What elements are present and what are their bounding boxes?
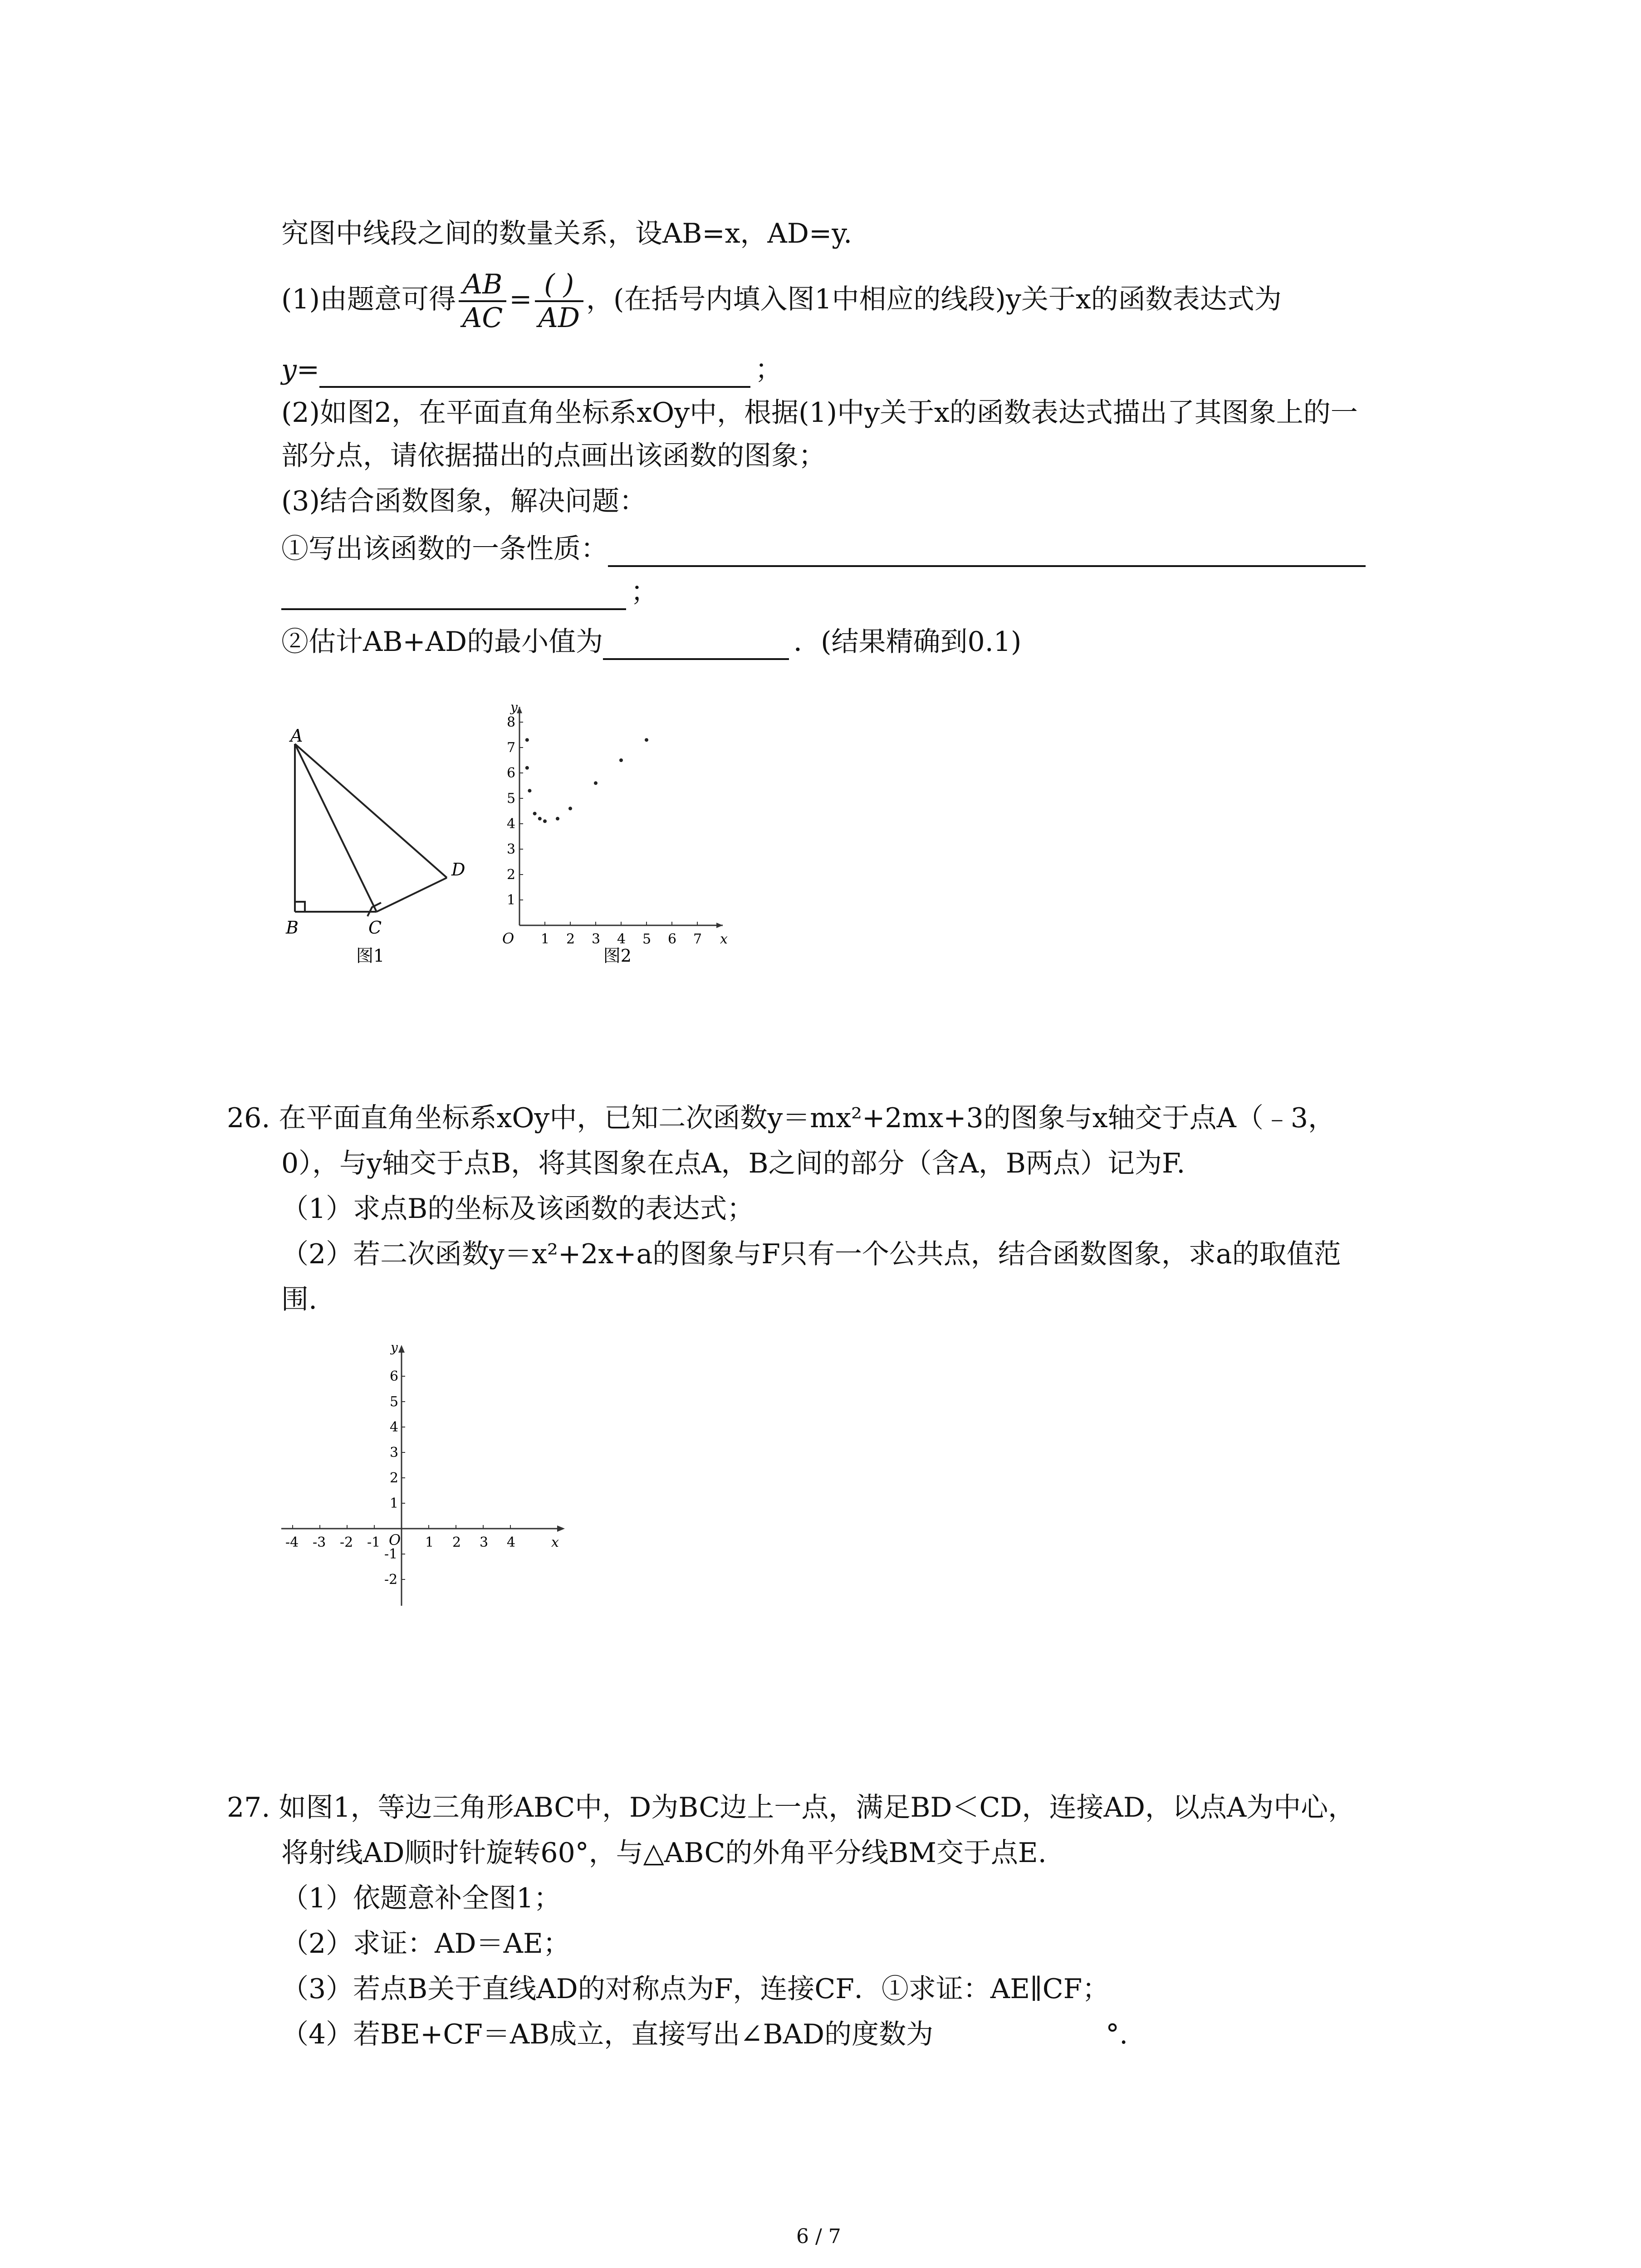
q27-line6-prefix: （4）若BE+CF＝AB成立，直接写出∠BAD的度数为 [281, 2019, 934, 2050]
x-tick-label: 1 [541, 931, 550, 947]
q25-part3-2-suffix: ．(结果精确到0.1) [794, 626, 1022, 658]
q26-line3: （1）求点B的坐标及该函数的表达式； [281, 1193, 754, 1225]
plotted-point [528, 789, 531, 792]
y-axis-arrow [398, 1345, 405, 1353]
y-tick-label: 3 [507, 841, 516, 857]
y-tick-label: 6 [390, 1369, 399, 1384]
y-tick-label: -2 [384, 1572, 398, 1588]
y-tick-label: 4 [390, 1419, 399, 1435]
q25-part3-1 [281, 531, 1366, 567]
x-tick-label: -3 [313, 1535, 326, 1550]
x-tick-label: 5 [642, 931, 652, 947]
y-tick-label: 4 [507, 816, 516, 832]
figure-2-caption: 图2 [603, 946, 632, 966]
plotted-point [533, 812, 537, 816]
q26-line2: 0），与y轴交于点B，将其图象在点A，B之间的部分（含A，B两点）记为F. [281, 1148, 1185, 1179]
y-tick-label: 3 [390, 1445, 399, 1461]
q26-line5: 围. [281, 1284, 318, 1315]
segment-ac [295, 744, 377, 912]
x-tick-label: -1 [367, 1535, 381, 1550]
plotted-point [525, 738, 529, 742]
fraction-numerator-blank: ( ) [535, 269, 583, 302]
plotted-point [645, 738, 648, 742]
right-angle-mark-b [295, 902, 305, 912]
label-a: A [290, 726, 303, 746]
x-axis-label: x [551, 1535, 559, 1550]
q25-part2-line1: (2)如图2，在平面直角坐标系xOy中，根据(1)中y关于x的函数表达式描出了其图象上的一 [281, 397, 1358, 429]
x-tick-label: 4 [617, 931, 626, 947]
y-tick-label: 2 [390, 1470, 399, 1486]
plotted-point [538, 817, 542, 821]
semicolon: ； [631, 576, 658, 608]
q25-part3-2 [281, 624, 1021, 660]
x-axis-arrow [716, 923, 723, 928]
y-tick-label: 2 [507, 867, 516, 883]
answer-blank-min[interactable] [603, 632, 789, 660]
q25-part3-1-continued [281, 574, 658, 610]
y-tick-label: 1 [390, 1496, 399, 1511]
q25-part1-prefix: (1)由题意可得 [281, 284, 456, 315]
x-tick-label: 3 [480, 1535, 489, 1550]
y-axis-label: y [391, 1340, 398, 1355]
x-axis-label: x [720, 931, 728, 947]
q27-line3: （1）依题意补全图1； [281, 1882, 561, 1914]
segment-cd [377, 878, 447, 912]
q25-part3: (3)结合函数图象，解决问题： [281, 485, 647, 517]
plotted-point [543, 819, 547, 823]
y-equals-label: y= [281, 354, 320, 386]
q26-line1: 26. 在平面直角坐标系xOy中，已知二次函数y＝mx²+2mx+3的图象与x轴交于点A（﹣3， [227, 1102, 1336, 1134]
q27-line6-suffix: °. [1106, 2019, 1128, 2050]
q27-line1: 27. 如图1，等边三角形ABC中，D为BC边上一点，满足BD＜CD，连接AD，以点A为中心， [227, 1792, 1356, 1823]
x-tick-label: 7 [693, 931, 702, 947]
fraction-numerator: AB [459, 269, 506, 302]
plotted-point [556, 817, 559, 821]
q25-part3-1-label: ①写出该函数的一条性质： [281, 533, 608, 565]
page-number: 6 / 7 [796, 2225, 841, 2248]
q27-line5: （3）若点B关于直线AD的对称点为F，连接CF．①求证：AE∥CF； [281, 1973, 1110, 2005]
right-angle-mark-c [367, 903, 381, 916]
plotted-point [619, 758, 623, 762]
q25-part3-2-prefix: ②估计AB+AD的最小值为 [281, 626, 603, 658]
q25-part1 [281, 263, 1282, 336]
fraction-denominator: AC [462, 302, 503, 334]
fraction-blank-ad [535, 269, 583, 334]
x-tick-label: 2 [566, 931, 575, 947]
q25-part2-line2: 部分点，请依据描出的点画出该函数的图象； [281, 440, 826, 472]
equals-sign: = [509, 284, 532, 315]
semicolon: ； [755, 354, 783, 386]
x-tick-label: 2 [452, 1535, 461, 1550]
x-tick-label: -2 [340, 1535, 353, 1550]
figure-1-caption: 图1 [356, 946, 385, 966]
x-tick-label: 4 [507, 1535, 516, 1550]
y-tick-label: 7 [507, 740, 516, 756]
answer-blank-property[interactable] [608, 539, 1366, 567]
x-axis-arrow [557, 1525, 565, 1532]
label-b: B [286, 918, 299, 938]
q26-coordinate-axes [272, 1338, 581, 1610]
q27-line4: （2）求证：AD＝AE； [281, 1928, 570, 1960]
label-c: C [368, 918, 382, 938]
x-tick-label: 6 [668, 931, 677, 947]
x-tick-label: -4 [285, 1535, 299, 1550]
fraction-denominator: AD [538, 302, 580, 334]
y-tick-label: -1 [384, 1546, 398, 1562]
y-tick-label: 1 [507, 892, 516, 908]
origin-label: O [389, 1531, 401, 1549]
segment-ad [295, 744, 447, 878]
y-tick-label: 6 [507, 765, 516, 781]
origin-label: O [502, 930, 514, 947]
y-axis-label: y [510, 699, 518, 715]
x-tick-label: 1 [425, 1535, 434, 1550]
y-tick-label: 5 [390, 1394, 399, 1410]
x-tick-label: 3 [592, 931, 601, 947]
y-tick-label: 8 [507, 714, 516, 730]
plotted-point [525, 766, 529, 770]
plotted-point [568, 807, 572, 810]
answer-blank-y[interactable] [319, 360, 750, 388]
plotted-point [594, 781, 598, 785]
q27-line6 [281, 2016, 1128, 2053]
figure-1-triangles [272, 721, 485, 971]
label-d: D [451, 860, 465, 880]
q25-y-expression [281, 352, 782, 388]
y-tick-label: 5 [507, 791, 516, 807]
fraction-ab-ac [459, 269, 506, 334]
answer-blank-property-2[interactable] [281, 582, 626, 610]
q27-line2: 将射线AD顺时针旋转60°，与△ABC的外角平分线BM交于点E. [281, 1837, 1047, 1869]
q25-intro: 究图中线段之间的数量关系，设AB=x，AD=y. [281, 218, 852, 249]
q25-part1-suffix: ，(在括号内填入图1中相应的线段)y关于x的函数表达式为 [586, 284, 1282, 315]
figure-2-plot [490, 689, 744, 971]
q26-line4: （2）若二次函数y＝x²+2x+a的图象与F只有一个公共点，结合函数图象，求a的取值范 [281, 1238, 1341, 1270]
